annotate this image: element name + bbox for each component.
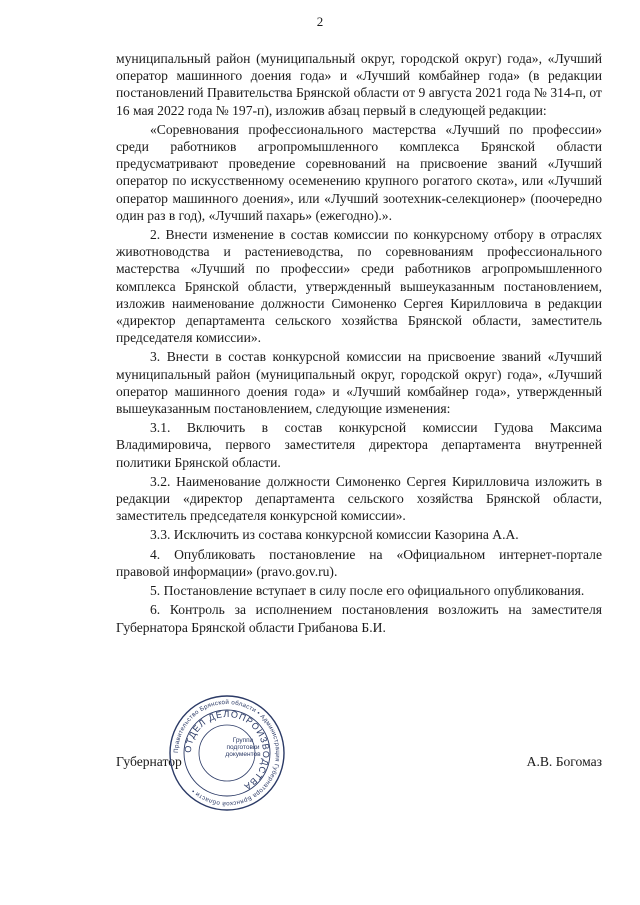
page-number: 2 bbox=[316, 14, 324, 29]
paragraph: 3. Внести в состав конкурсной комиссии на присвоение званий «Лучший муниципальный район (муниципальный округ, городской округ) года», «Лучший оператор машинного доения года» и «Лучший комбайнер года», утвержденный вышеуказанным постановлением, следующие изменения: bbox=[116, 349, 602, 417]
stamp-middle-text: ОТДЕЛ ДЕЛОПРОИЗВОДСТВА bbox=[182, 708, 272, 793]
stamp-center-line: подготовки bbox=[226, 744, 260, 752]
paragraph: 2. Внести изменение в состав комиссии по конкурсному отбору в отраслях животноводства и растениеводства, по соревнованиям профессионального мастерства «Лучший по профессии» среди работников агропромышленного комплекса Брянской области, утвержденный вышеуказанным постановлением, изложив наименование должности Симоненко Сергея Кирилловича в редакции «директор департамента сельского хозяйства Брянской области, заместитель председателя комиссии». bbox=[116, 227, 602, 346]
paragraph: муниципальный район (муниципальный округ, городской округ) года», «Лучший оператор машинного доения года» и «Лучший комбайнер года» (в редакции постановлений Правительства Брянской области от 9 августа 2021 года № 314-п, от 16 мая 2022 года № 197-п), изложив абзац первый в следующей редакции: bbox=[116, 51, 602, 118]
paragraph: 3.1. Включить в состав конкурсной комиссии Гудова Максима Владимировича, первого заместителя директора департамента внутренней политики Брянской области. bbox=[116, 420, 602, 470]
paragraph: «Соревнования профессионального мастерства «Лучший по профессии» среди работников агропромышленного комплекса Брянской области предусматривают проведение соревнований на присвоение званий «Лучший оператор по искусственному осеменению крупного рогатого скота», или «Лучший оператор машинного доения», или «Лучший зоотехник-селекционер» (поочередно один раз в год), «Лучший пахарь» (ежегодно).». bbox=[116, 121, 602, 223]
office-stamp bbox=[168, 694, 286, 812]
stamp-center-line: Группа bbox=[232, 737, 254, 744]
paragraph: 5. Постановление вступает в силу после его официального опубликования. bbox=[150, 583, 585, 599]
stamp-outer-text: Правительство Брянской области • Администрация Губернатора Брянской области • bbox=[172, 698, 282, 808]
paragraph: 3.2. Наименование должности Симоненко Сергея Кирилловича изложить в редакции «директор департамента сельского хозяйства Брянской области, заместитель председателя конкурсной комиссии». bbox=[116, 473, 602, 524]
paragraph: 6. Контроль за исполнением постановления возложить на заместителя Губернатора Брянской области Грибанова Б.И. bbox=[116, 602, 602, 635]
stamp-center-line: документов bbox=[225, 751, 261, 759]
paragraph: 3.3. Исключить из состава конкурсной комиссии Казорина А.А. bbox=[150, 527, 519, 543]
signature-name: А.В. Богомаз bbox=[526, 754, 602, 769]
signature-title: Губернатор bbox=[116, 754, 182, 769]
stamp-center bbox=[218, 737, 268, 759]
document-body bbox=[116, 50, 602, 636]
paragraph: 4. Опубликовать постановление на «Официальном интернет-портале правовой информации» (pravo.gov.ru). bbox=[116, 546, 602, 579]
